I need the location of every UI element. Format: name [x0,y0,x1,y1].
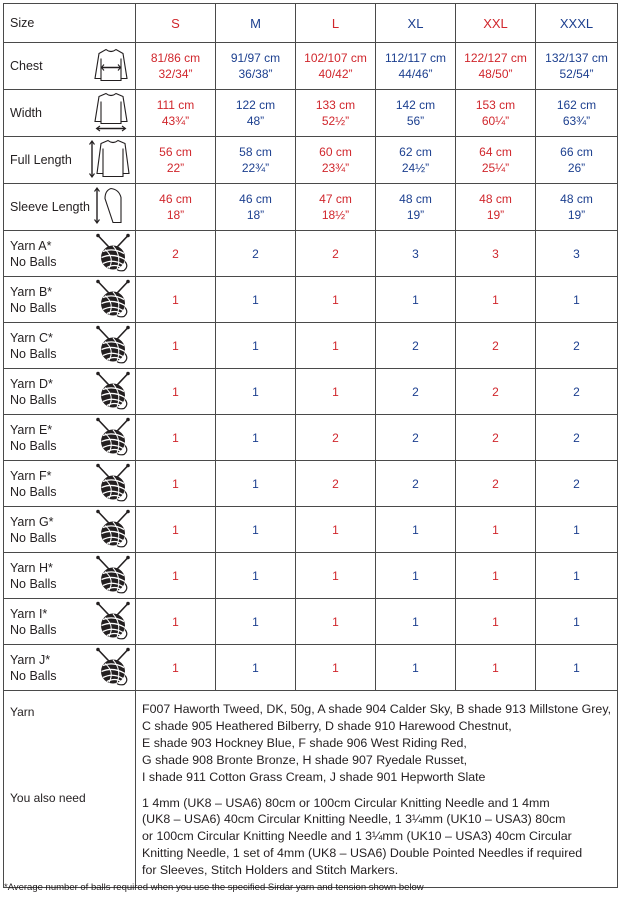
measurement-label [4,137,136,184]
info-text [136,691,618,888]
value-cell-xxxl: 66 cm 26” [536,137,618,184]
row-label-text: Yarn A* No Balls [10,238,57,269]
yarn-row-f [4,461,618,507]
value-cell-s: 81/86 cm 32/34” [136,43,216,90]
yarn-ball-needles-icon [95,555,131,596]
value-cell-s: 1 [136,507,216,553]
value-cell-xxxl: 1 [536,599,618,645]
yarn-ball-needles-icon [95,233,131,274]
yarn-label [4,599,136,645]
yarn-ball-needles-icon [95,279,131,320]
value-cell-xxxl: 2 [536,461,618,507]
value-cell-m: 1 [216,461,296,507]
value-cell-l: 1 [296,323,376,369]
value-cell-m: 91/97 cm 36/38” [216,43,296,90]
yarn-ball-needles-icon [95,647,131,688]
yarn-row-h [4,553,618,599]
size-s: S [136,4,216,43]
measurement-row-sleeve-length [4,184,618,231]
value-cell-s: 1 [136,415,216,461]
you-also-need-label: You also need [10,791,86,805]
value-cell-l: 2 [296,231,376,277]
value-cell-xl: 1 [376,553,456,599]
value-cell-xl: 1 [376,645,456,691]
row-label-text: Yarn G* No Balls [10,514,57,545]
value-cell-xl: 112/117 cm 44/46” [376,43,456,90]
value-cell-s: 46 cm 18” [136,184,216,231]
yarn-label [4,231,136,277]
yarn-label [4,507,136,553]
row-label-text: Yarn F* No Balls [10,468,57,499]
size-xxl: XXL [456,4,536,43]
value-cell-xxxl: 162 cm 63¾” [536,90,618,137]
value-cell-xxxl: 1 [536,277,618,323]
yarn-row-i [4,599,618,645]
value-cell-s: 1 [136,369,216,415]
value-cell-xl: 1 [376,277,456,323]
value-cell-m: 1 [216,645,296,691]
value-cell-xxxl: 1 [536,645,618,691]
yarn-row-e [4,415,618,461]
value-cell-xl: 2 [376,369,456,415]
value-cell-l: 1 [296,277,376,323]
value-cell-m: 2 [216,231,296,277]
yarn-info-row [4,691,618,888]
row-label-text: Yarn J* No Balls [10,652,57,683]
row-label-text: Yarn I* No Balls [10,606,57,637]
value-cell-s: 111 cm 43¾” [136,90,216,137]
value-cell-xxxl: 3 [536,231,618,277]
value-cell-m: 1 [216,277,296,323]
yarn-label [4,369,136,415]
measurement-label [4,43,136,90]
row-label-text: Yarn D* No Balls [10,376,57,407]
width-diagram-icon [91,92,131,135]
size-xxxl: XXXL [536,4,618,43]
yarn-label [4,553,136,599]
value-cell-m: 122 cm 48” [216,90,296,137]
measurement-row-chest [4,43,618,90]
value-cell-xxl: 1 [456,553,536,599]
yarn-label [4,461,136,507]
value-cell-l: 1 [296,645,376,691]
chest-diagram-icon [91,45,131,88]
value-cell-xl: 2 [376,415,456,461]
footnote: *Average number of balls required when you use the specified Sirdar yarn and tension shown below [4,882,424,893]
equipment-description: 1 4mm (UK8 – USA6) 80cm or 100cm Circular Knitting Needle and 1 4mm (UK8 – USA6) 40cm Circular Knitting Needle, 1 3¼mm (UK10 – USA3) 80cm or 100cm Circular Knitting Needle and 1 3¼mm (UK10 – USA3) 40cm Circular Knitting Needle, 1 set of 4mm (UK8 – USA6) Double Pointed Needles if required for Sleeves, Stitch Holders and Stitch Markers. [142,795,583,878]
yarn-label [4,415,136,461]
yarn-row-d [4,369,618,415]
measurement-label [4,90,136,137]
value-cell-xxxl: 48 cm 19” [536,184,618,231]
value-cell-m: 1 [216,369,296,415]
value-cell-xxl: 3 [456,231,536,277]
value-cell-xxl: 64 cm 25¼” [456,137,536,184]
value-cell-l: 102/107 cm 40/42” [296,43,376,90]
row-label-text: Yarn H* No Balls [10,560,57,591]
value-cell-xxl: 2 [456,369,536,415]
value-cell-s: 1 [136,599,216,645]
value-cell-xxl: 2 [456,461,536,507]
value-cell-xl: 2 [376,461,456,507]
value-cell-s: 1 [136,645,216,691]
value-cell-xl: 1 [376,507,456,553]
yarn-row-c [4,323,618,369]
length-diagram-icon [87,138,131,183]
row-label-text: Chest [10,59,43,73]
value-cell-l: 1 [296,507,376,553]
row-label-text: Yarn E* No Balls [10,422,57,453]
value-cell-xxl: 1 [456,507,536,553]
value-cell-xl: 62 cm 24½” [376,137,456,184]
size-m: M [216,4,296,43]
size-header-row [4,4,618,43]
value-cell-s: 1 [136,461,216,507]
yarn-row-g [4,507,618,553]
value-cell-l: 2 [296,415,376,461]
value-cell-l: 60 cm 23¾” [296,137,376,184]
value-cell-xxl: 153 cm 60¼” [456,90,536,137]
value-cell-xl: 48 cm 19” [376,184,456,231]
value-cell-l: 2 [296,461,376,507]
value-cell-xl: 1 [376,599,456,645]
sleeve-diagram-icon [91,185,131,230]
yarn-label [4,645,136,691]
value-cell-xxxl: 132/137 cm 52/54” [536,43,618,90]
value-cell-xxl: 2 [456,323,536,369]
row-label-text: Yarn C* No Balls [10,330,57,361]
measurement-row-width [4,90,618,137]
value-cell-xxl: 2 [456,415,536,461]
yarn-ball-needles-icon [95,417,131,458]
measurement-label [4,184,136,231]
size-label: Size [4,4,136,43]
value-cell-xl: 3 [376,231,456,277]
value-cell-xxxl: 1 [536,553,618,599]
value-cell-xxl: 1 [456,599,536,645]
yarn-description: F007 Haworth Tweed, DK, 50g, A shade 904 Calder Sky, B shade 913 Millstone Grey, C shade 905 Heathered Bilberry, D shade 910 Harewood Chestnut, E shade 903 Hockney Blue, F shade 906 West Riding Red, G shade 908 Bronte Bronze, H shade 907 Ryedale Russet, I shade 911 Cotton Grass Cream, J shade 901 Hepworth Slate [142,702,612,784]
value-cell-l: 1 [296,599,376,645]
yarn-row-j [4,645,618,691]
size-l: L [296,4,376,43]
value-cell-m: 1 [216,323,296,369]
value-cell-s: 2 [136,231,216,277]
yarn-ball-needles-icon [95,371,131,412]
value-cell-m: 46 cm 18” [216,184,296,231]
value-cell-xxl: 122/127 cm 48/50” [456,43,536,90]
value-cell-xxl: 1 [456,277,536,323]
size-xl: XL [376,4,456,43]
value-cell-s: 1 [136,323,216,369]
yarn-label [4,277,136,323]
value-cell-s: 1 [136,553,216,599]
value-cell-xxl: 48 cm 19” [456,184,536,231]
value-cell-l: 47 cm 18½” [296,184,376,231]
value-cell-l: 1 [296,553,376,599]
info-labels [4,691,136,888]
yarn-ball-needles-icon [95,325,131,366]
yarn-info-label: Yarn [10,705,35,719]
value-cell-m: 1 [216,415,296,461]
yarn-row-b [4,277,618,323]
yarn-ball-needles-icon [95,463,131,504]
size-table [3,3,618,888]
yarn-label [4,323,136,369]
value-cell-m: 1 [216,553,296,599]
value-cell-xxxl: 2 [536,323,618,369]
row-label-text: Full Length [10,153,72,167]
row-label-text: Yarn B* No Balls [10,284,57,315]
value-cell-xxxl: 1 [536,507,618,553]
yarn-ball-needles-icon [95,509,131,550]
value-cell-m: 1 [216,599,296,645]
row-label-text: Sleeve Length [10,200,90,214]
value-cell-xxxl: 2 [536,415,618,461]
value-cell-l: 133 cm 52½” [296,90,376,137]
value-cell-l: 1 [296,369,376,415]
yarn-ball-needles-icon [95,601,131,642]
value-cell-s: 56 cm 22” [136,137,216,184]
measurement-row-full-length [4,137,618,184]
row-label-text: Width [10,106,42,120]
value-cell-xxxl: 2 [536,369,618,415]
yarn-row-a [4,231,618,277]
value-cell-m: 1 [216,507,296,553]
value-cell-xl: 2 [376,323,456,369]
value-cell-xl: 142 cm 56” [376,90,456,137]
value-cell-s: 1 [136,277,216,323]
value-cell-xxl: 1 [456,645,536,691]
value-cell-m: 58 cm 22¾” [216,137,296,184]
